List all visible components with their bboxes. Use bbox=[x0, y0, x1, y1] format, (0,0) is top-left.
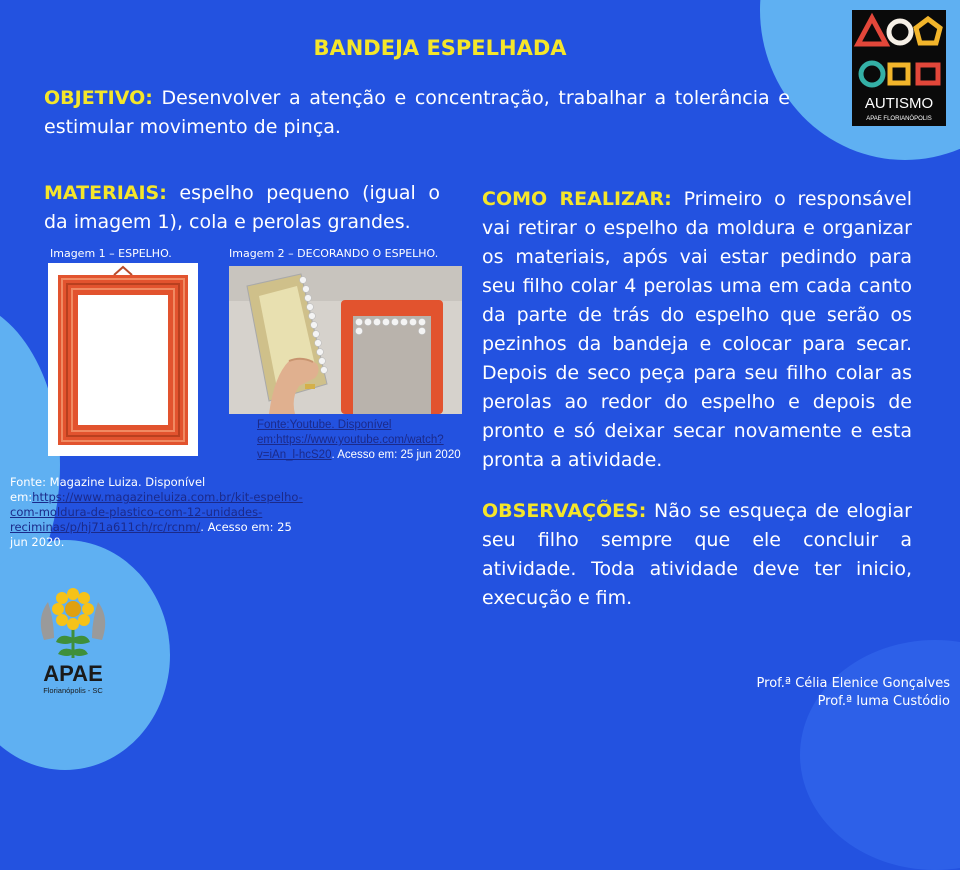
magalu-source-link[interactable]: https://www.magazineluiza.com.br/kit-espelho-com-moldura-de-plastico-com-12-unidades-reciminas/p/hj71a611ch/rc/rcnm/ bbox=[10, 490, 303, 534]
magalu-source-access: . Acesso em: 25 jun 2020. bbox=[10, 520, 292, 549]
decorating-mirror-photo bbox=[229, 266, 462, 414]
autismo-logo bbox=[852, 10, 946, 126]
materials-text: espelho pequeno (igual o da imagem 1), cola e perolas grandes. bbox=[44, 182, 440, 233]
teacher-credits bbox=[757, 675, 950, 711]
page-title: BANDEJA ESPELHADA bbox=[313, 36, 567, 60]
how-to-label: COMO REALIZAR: bbox=[482, 188, 672, 210]
credit-line-1: Prof.ª Célia Elenice Gonçalves bbox=[756, 676, 950, 691]
image1-source bbox=[10, 475, 310, 550]
how-to-paragraph bbox=[482, 185, 912, 475]
magalu-source-prefix: Fonte: Magazine Luiza. Disponível em: bbox=[10, 475, 206, 504]
objective-paragraph bbox=[44, 84, 790, 142]
materials-label: MATERIAIS: bbox=[44, 182, 167, 204]
image1-caption: Imagem 1 – ESPELHO. bbox=[50, 247, 172, 260]
image2-source bbox=[257, 418, 483, 463]
materials-paragraph bbox=[44, 179, 440, 237]
autismo-logo-sub: APAE FLORIANÓPOLIS bbox=[866, 116, 932, 122]
youtube-source-access: . Acesso em: 25 jun 2020 bbox=[331, 449, 461, 461]
observations-paragraph bbox=[482, 497, 912, 613]
youtube-source-link[interactable]: Fonte:Youtube. Disponível em:https://www.youtube.com/watch?v=iAn_l-hcS20 bbox=[257, 419, 444, 461]
apae-logo-icon bbox=[30, 580, 116, 700]
mirror-frame-drawing bbox=[48, 263, 198, 456]
how-to-text: Primeiro o responsável vai retirar o espelho da moldura e organizar os materiais, após vai estar pedindo para seu filho colar 4 perolas uma em cada canto da parte de trás do espelho que serão os pezinhos da bandeja e colocar para secar. Depois de seco peça para seu filho colar as perolas ao redor do espelho e depois de pronto e só deixar secar novamente e esta pronta a atividade. bbox=[482, 188, 912, 471]
mirror-frame-image bbox=[48, 263, 198, 456]
autismo-logo-name: AUTISMO bbox=[864, 95, 934, 112]
image2-caption: Imagem 2 – DECORANDO O ESPELHO. bbox=[229, 247, 439, 260]
observations-text: Não se esqueça de elogiar seu filho sempre que ele concluir a atividade. Toda atividade deve ter inicio, execução e fim. bbox=[482, 500, 912, 609]
objective-label: OBJETIVO: bbox=[44, 87, 153, 109]
credit-line-2: Prof.ª Iuma Custódio bbox=[817, 694, 950, 709]
apae-logo-name: APAE bbox=[43, 661, 103, 686]
objective-text: Desenvolver a atenção e concentração, trabalhar a tolerância e estimular movimento de pinça. bbox=[44, 87, 790, 138]
autismo-logo-icon bbox=[852, 10, 946, 126]
decorating-mirror-drawing bbox=[229, 266, 462, 414]
apae-logo bbox=[30, 580, 116, 700]
apae-logo-sub: Florianópolis - SC bbox=[43, 686, 103, 695]
observations-label: OBSERVAÇÕES: bbox=[482, 500, 647, 522]
